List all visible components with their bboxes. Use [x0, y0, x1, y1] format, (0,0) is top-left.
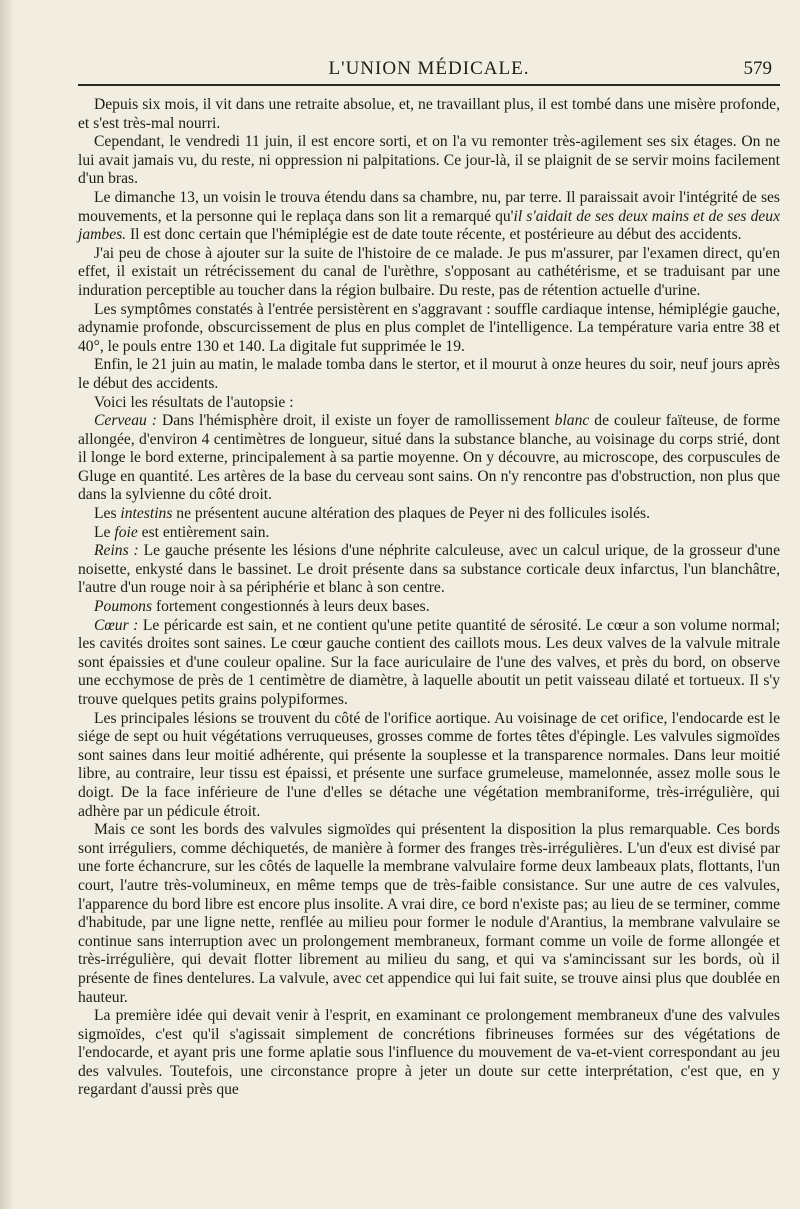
paragraph-text: de couleur faïteuse, de forme allongée, d'environ 4 centimètres de longueur, situé dans la substance blanche, au voisinage du corps strié, dont il longe le bord externe, principalement à sa partie moyenne. On y découvre, au microscope, des corpuscules de Gluge en quantité. Les artères de la base du cerveau sont sains. On n'y rencontre pas d'obstruction, non plus que dans la sylvienne du côté droit. — [78, 412, 780, 504]
body-text — [78, 96, 780, 1100]
paragraph — [78, 133, 780, 189]
paragraph-text: est entièrement sain. — [137, 523, 270, 541]
paragraph — [78, 524, 780, 543]
paragraph-text: J'ai peu de chose à ajouter sur la suite de l'histoire de ce malade. Je pus m'assurer, par l'examen direct, qu'en effet, il existait un rétrécissement du canal de l'urèthre, s'opposant au cathétérisme, et se traduisant par une induration perceptible au toucher dans la région bulbaire. Du reste, pas de rétention actuelle d'urine. — [78, 244, 780, 299]
italic-text: il s'aidait de ses deux mains et de ses deux jambes. — [78, 207, 780, 244]
paragraph-text: La première idée qui devait venir à l'esprit, en examinant ce prolongement membraneux d'une des valvules sigmoïdes, c'est qu'il s'agissait simplement de concrétions fibrineuses formées sur des végétations de l'endocarde, et ayant pris une forme aplatie sous l'influence du mouvement de va-et-vient correspondant au jeu des valvules. Toutefois, une circonstance propre à jeter un doute sur cette interprétation, c'est que, en y regardant d'aussi près que — [78, 1007, 780, 1099]
paragraph-text: Enfin, le 21 juin au matin, le malade tomba dans le stertor, et il mourut à onze heures du soir, neuf jours après le début des accidents. — [78, 356, 780, 392]
paragraph-text: Il est donc certain que l'hémiplégie est de date toute récente, et postérieure au début des accidents. — [126, 226, 742, 244]
paragraph-text: Mais ce sont les bords des valvules sigmoïdes qui présentent la disposition la plus remarquable. Ces bords sont irréguliers, comme déchiquetés, de manière à former des franges très-irrégulières. L'un d'eux est divisé par une forte échancrure, sur les côtés de laquelle la membrane valvulaire forme deux lambeaux plats, flottants, l'un court, l'autre très-volumineux, en même temps que de très-faible consistance. Sur une autre de ces valvules, l'apparence du bord libre est encore plus insolite. A vrai dire, ce bord n'existe pas; au lieu de se terminer, comme d'habitude, par une ligne nette, renflée au milieu pour former le nodule d'Arantius, la membrane valvulaire se continue sans interruption avec un prolongement membraneux, formant comme un voile de forme allongée et très-irrégulière, qui devait flotter librement au milieu du sang, et qui va s'amincissant sur les bords, où il présente de fines dentelures. La valvule, avec cet appendice qui lui fait suite, se trouve ainsi plus que doublée en hauteur. — [78, 821, 780, 1006]
paragraph-text: fortement congestionnés à leurs deux bases. — [152, 598, 430, 616]
italic-text: Poumons — [94, 598, 153, 616]
paragraph-text: Les — [94, 505, 121, 523]
paragraph-text: Le dimanche 13, un voisin le trouva étendu dans sa chambre, nu, par terre. Il paraissait avoir l'intégrité de ses mouvements, et la personne qui le replaça dans son lit a remarqué qu' — [78, 188, 780, 225]
paragraph — [78, 542, 780, 598]
paragraph — [78, 505, 780, 524]
paragraph-text: Le péricarde est sain, et ne contient qu'une petite quantité de sérosité. Le cœur a son volume normal; les cavités droites sont saines. Le cœur gauche contient des caillots mous. Les deux valves de la valvule mitrale sont épaissies et d'une couleur opaline. Sur la face auriculaire de l'une des valves, et près du bord, on observe une ecchymose de près de 1 centimètre de diamètre, à laquelle aboutit un petit vaisseau dilaté et tortueux. Il s'y trouve quelques petits grains polypiformes. — [78, 616, 781, 708]
paragraph — [78, 96, 780, 133]
paragraph-text: Voici les résultats de l'autopsie : — [94, 393, 294, 411]
paragraph — [78, 598, 780, 617]
italic-text: Reins : — [94, 542, 139, 560]
paragraph-text: ne présentent aucune altération des plaques de Peyer ni des follicules isolés. — [172, 505, 651, 523]
paragraph — [78, 301, 780, 357]
paragraph-text: Le gauche présente les lésions d'une néphrite calculeuse, avec un calcul urique, de la grosseur d'une noisette, enkysté dans le bassinet. Le droit présente dans sa substance corticale deux infarctus, l'un blanchâtre, l'autre d'un rouge noir à sa périphérie et blanc à son centre. — [78, 542, 780, 597]
page-number: 579 — [743, 58, 772, 79]
italic-text: Cerveau : — [94, 412, 157, 430]
paragraph — [78, 245, 780, 301]
paragraph — [78, 617, 780, 710]
paragraph — [78, 394, 780, 413]
paragraph — [78, 1007, 780, 1100]
italic-text: blanc — [554, 412, 590, 430]
page-header — [78, 54, 780, 86]
paragraph — [78, 189, 780, 245]
italic-text: intestins — [120, 505, 173, 523]
paragraph-text: Cependant, le vendredi 11 juin, il est encore sorti, et on l'a vu remonter très-agilement ses six étages. On ne lui avait jamais vu, du reste, ni oppression ni palpitations. Ce jour-là, il se plaignit de se servir moins facilement d'un bras. — [78, 133, 780, 188]
paragraph-text: Depuis six mois, il vit dans une retraite absolue, et, ne travaillant plus, il est tombé dans une misère profonde, et s'est très-mal nourri. — [78, 96, 780, 132]
paragraph — [78, 356, 780, 393]
paragraph — [78, 710, 780, 822]
paragraph-text: Dans l'hémisphère droit, il existe un foyer de ramollissement — [157, 412, 555, 430]
italic-text: foie — [114, 523, 138, 541]
running-title: L'UNION MÉDICALE. — [328, 58, 530, 79]
paragraph-text: Les principales lésions se trouvent du côté de l'orifice aortique. Au voisinage de cet orifice, l'endocarde est le siége de sept ou huit végétations verruqueuses, grosses comme de fortes têtes d'épingle. Les valvules sigmoïdes sont saines dans leur moitié adhérente, qui présente la souplesse et la transparence normales. Dans leur moitié libre, au contraire, leur tissu est épaissi, et présente une surface grumeleuse, mamelonnée, assez molle sous le doigt. De la face inférieure de l'une d'elles se détache une végétation membraniforme, très-irrégulière, qui adhère par un pédicule étroit. — [78, 709, 780, 820]
paragraph — [78, 821, 780, 1007]
paragraph-text: Le — [94, 523, 115, 541]
italic-text: Cœur : — [94, 616, 139, 634]
paragraph — [78, 412, 780, 505]
paragraph-text: Les symptômes constatés à l'entrée persistèrent en s'aggravant : souffle cardiaque intense, hémiplégie gauche, adynamie profonde, obscurcissement de plus en plus complet de l'intelligence. La température varia entre 38 et 40°, le pouls entre 130 et 140. La digitale fut supprimée le 19. — [78, 300, 780, 355]
